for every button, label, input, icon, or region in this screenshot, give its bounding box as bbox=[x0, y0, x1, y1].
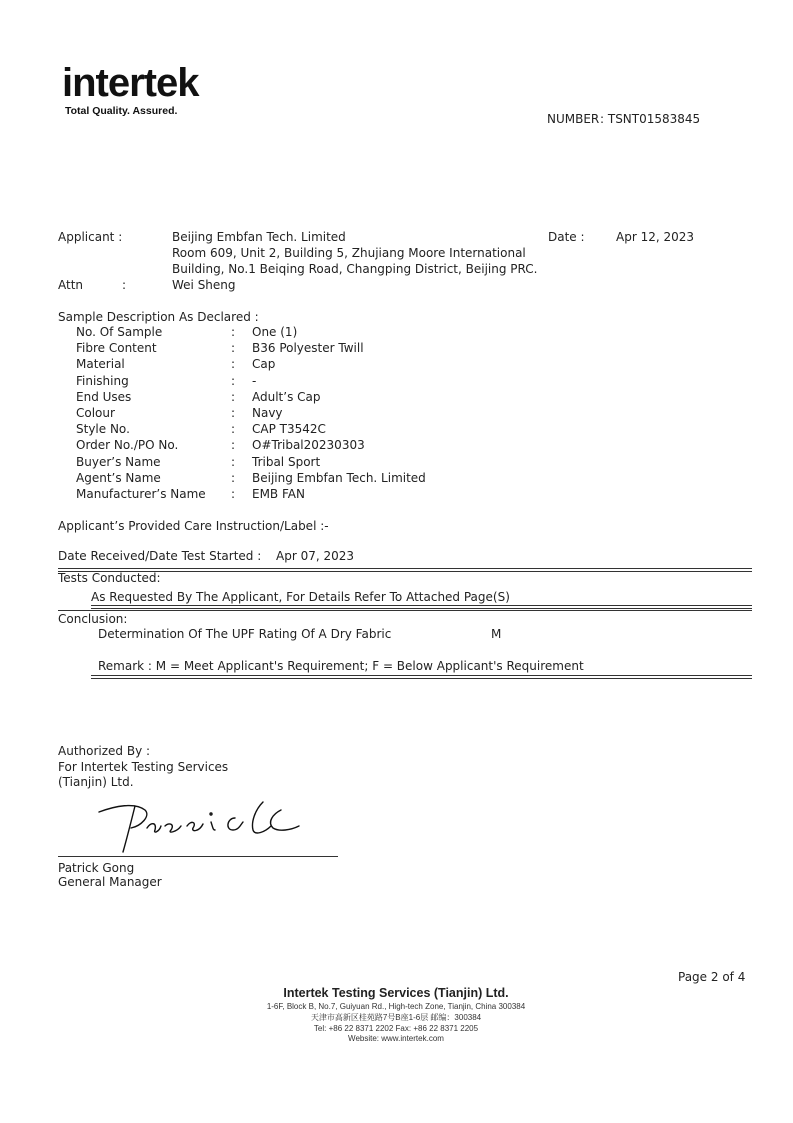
attn-value: Wei Sheng bbox=[172, 278, 236, 292]
sample-field-label: Manufacturer’s Name bbox=[76, 487, 206, 501]
footer-company-name: Intertek Testing Services (Tianjin) Ltd. bbox=[283, 986, 509, 1000]
conclusion-result: M bbox=[491, 627, 502, 641]
sample-field-label: Buyer’s Name bbox=[76, 455, 161, 469]
applicant-address-line2: Building, No.1 Beiqing Road, Changping District, Beijing PRC. bbox=[172, 262, 538, 276]
sample-field-colon: : bbox=[231, 374, 236, 388]
applicant-label: Applicant : bbox=[58, 230, 123, 244]
sample-field-colon: : bbox=[231, 487, 236, 501]
tests-conducted-label: Tests Conducted: bbox=[58, 571, 161, 585]
conclusion-item: Determination Of The UPF Rating Of A Dry Fabric bbox=[98, 627, 392, 641]
sample-field-value: O#Tribal20230303 bbox=[252, 438, 365, 452]
sample-field-colon: : bbox=[231, 341, 236, 355]
tests-conducted-text: As Requested By The Applicant, For Details Refer To Attached Page(S) bbox=[91, 590, 510, 604]
date-value: Apr 12, 2023 bbox=[616, 230, 695, 244]
date-received-label: Date Received/Date Test Started : bbox=[58, 549, 262, 563]
footer-phone-fax: Tel: +86 22 8371 2202 Fax: +86 22 8371 2205 bbox=[313, 1024, 479, 1033]
conclusion-remark: Remark : M = Meet Applicant's Requirement; F = Below Applicant's Requirement bbox=[98, 659, 584, 673]
sample-field-label: Finishing bbox=[76, 374, 129, 388]
page-number: Page 2 of 4 bbox=[678, 970, 746, 984]
divider-tests-bottom bbox=[91, 605, 752, 609]
signature-line bbox=[58, 856, 338, 857]
sample-field-value: Navy bbox=[252, 406, 283, 420]
sample-field-label: Style No. bbox=[76, 422, 130, 436]
sample-description-heading: Sample Description As Declared : bbox=[58, 310, 259, 324]
divider-conclusion-top bbox=[58, 610, 752, 611]
sample-field-label: Colour bbox=[76, 406, 115, 420]
sample-field-colon: : bbox=[231, 438, 236, 452]
report-number-value: : TSNT01583845 bbox=[600, 112, 701, 126]
sample-field-colon: : bbox=[231, 357, 236, 371]
footer-website: Website: www.intertek.com bbox=[348, 1034, 444, 1043]
divider-conclusion-bottom bbox=[91, 675, 752, 679]
sample-field-value: - bbox=[252, 374, 257, 388]
care-instruction-label: Applicant’s Provided Care Instruction/Label :- bbox=[58, 519, 329, 533]
sample-field-label: Agent’s Name bbox=[76, 471, 161, 485]
signer-name: Patrick Gong bbox=[58, 861, 135, 875]
sample-field-colon: : bbox=[231, 455, 236, 469]
sample-field-colon: : bbox=[231, 471, 236, 485]
sample-field-label: Fibre Content bbox=[76, 341, 157, 355]
date-label: Date : bbox=[548, 230, 585, 244]
applicant-name: Beijing Embfan Tech. Limited bbox=[172, 230, 346, 244]
sample-field-value: CAP T3542C bbox=[252, 422, 326, 436]
sample-field-value: Beijing Embfan Tech. Limited bbox=[252, 471, 426, 485]
intertek-logo: intertek bbox=[62, 61, 199, 105]
sample-field-value: Adult’s Cap bbox=[252, 390, 321, 404]
footer-address-cn: 天津市高新区桂苑路7号B座1-6层 邮编：300384 bbox=[310, 1013, 482, 1022]
sample-field-colon: : bbox=[231, 390, 236, 404]
sample-field-label: Material bbox=[76, 357, 125, 371]
sample-field-value: Cap bbox=[252, 357, 276, 371]
conclusion-label: Conclusion: bbox=[58, 612, 128, 626]
signature bbox=[95, 796, 315, 858]
authorizing-company-line2: (Tianjin) Ltd. bbox=[58, 775, 134, 789]
authorizing-company-line1: For Intertek Testing Services bbox=[58, 760, 229, 774]
sample-field-value: One (1) bbox=[252, 325, 298, 339]
authorized-by-label: Authorized By : bbox=[58, 744, 151, 758]
sample-field-value: B36 Polyester Twill bbox=[252, 341, 364, 355]
report-number-label: NUMBER bbox=[547, 112, 600, 126]
sample-field-label: No. Of Sample bbox=[76, 325, 163, 339]
attn-colon: : bbox=[122, 278, 127, 292]
sample-field-colon: : bbox=[231, 325, 236, 339]
signer-title: General Manager bbox=[58, 875, 162, 889]
sample-field-colon: : bbox=[231, 422, 236, 436]
date-received-value: Apr 07, 2023 bbox=[276, 549, 355, 563]
sample-field-label: Order No./PO No. bbox=[76, 438, 179, 452]
logo-tagline: Total Quality. Assured. bbox=[65, 105, 178, 117]
divider-tests-top bbox=[58, 568, 752, 572]
footer-address-en: 1-6F, Block B, No.7, Guiyuan Rd., High-tech Zone, Tianjin, China 300384 bbox=[266, 1002, 526, 1011]
applicant-address-line1: Room 609, Unit 2, Building 5, Zhujiang Moore International bbox=[172, 246, 526, 260]
sample-field-label: End Uses bbox=[76, 390, 132, 404]
sample-field-value: Tribal Sport bbox=[252, 455, 321, 469]
sample-field-value: EMB FAN bbox=[252, 487, 305, 501]
attn-label: Attn bbox=[58, 278, 84, 292]
sample-field-colon: : bbox=[231, 406, 236, 420]
